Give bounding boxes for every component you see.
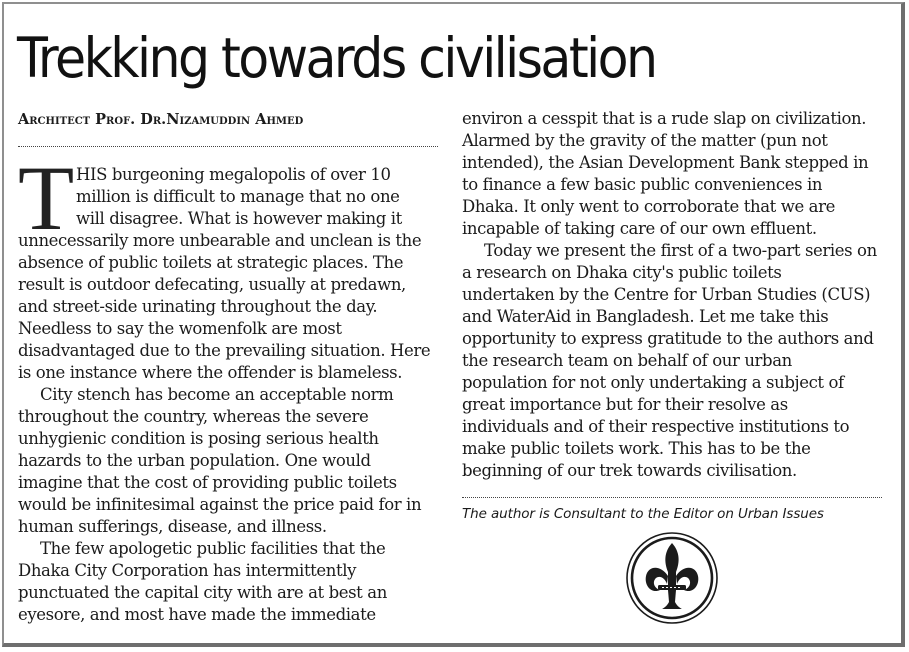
text-line: undertaken by the Centre for Urban Studies (CUS) [462,285,871,304]
text-line: a research on Dhaka city's public toilets [462,263,782,282]
text-line: Dhaka City Corporation has intermittently [18,561,357,580]
text-line: would be infinitesimal against the price paid for in [18,495,422,514]
paragraph-3-continued [462,108,892,240]
text-line: unhygienic condition is posing serious health [18,429,379,448]
paragraph-2 [18,384,443,538]
text-line: Dhaka. It only went to corroborate that we are [462,197,835,216]
paragraph-1 [18,147,443,384]
fleur-de-lis-emblem-icon [624,530,720,626]
text-line: The few apologetic public facilities that the [40,539,386,558]
text-line: the research team on behalf of our urban [462,351,792,370]
byline: Architect Prof. Dr.Nizamuddin Ahmed [18,111,304,128]
drop-cap: T [18,147,74,249]
text-line: imagine that the cost of providing public toilets [18,473,397,492]
text-line: opportunity to express gratitude to the authors and [462,329,874,348]
text-line: beginning of our trek towards civilisation. [462,461,797,480]
author-footnote: The author is Consultant to the Editor on Urban Issues [462,506,824,522]
text-line: unnecessarily more unbearable and unclean is the [18,231,422,250]
headline: Trekking towards civilisation [17,26,656,90]
text-line: City stench has become an acceptable norm [40,385,394,404]
text-line: population for not only undertaking a subject of [462,373,844,392]
paragraph-3-start [18,538,443,626]
text-line: HIS burgeoning megalopolis of over 10 [76,165,391,184]
column-right [462,108,892,482]
text-line: result is outdoor defecating, usually at predawn, [18,275,406,294]
text-line: eyesore, and most have made the immediate [18,605,376,624]
text-line: make public toilets work. This has to be the [462,439,811,458]
paragraph-4 [462,240,892,482]
text-line: great importance but for their resolve as [462,395,788,414]
text-line: Today we present the first of a two-part series on [484,241,877,260]
text-line: and WaterAid in Bangladesh. Let me take this [462,307,829,326]
text-line: intended), the Asian Development Bank stepped in [462,153,869,172]
text-line: throughout the country, whereas the severe [18,407,369,426]
text-line: incapable of taking care of our own effluent. [462,219,817,238]
text-line: absence of public toilets at strategic places. The [18,253,404,272]
text-line: Needless to say the womenfolk are most [18,319,342,338]
text-line: environ a cesspit that is a rude slap on civilization. [462,109,867,128]
text-line: is one instance where the offender is blameless. [18,363,403,382]
text-line: human sufferings, disease, and illness. [18,517,327,536]
text-line: Alarmed by the gravity of the matter (pun not [462,131,828,150]
text-line: hazards to the urban population. One would [18,451,371,470]
byline-divider [18,146,438,147]
text-line: disadvantaged due to the prevailing situation. Here [18,341,431,360]
text-line: and street-side urinating throughout the day. [18,297,378,316]
column-left [18,147,443,626]
text-line: will disagree. What is however making it [76,209,402,228]
footnote-divider [462,497,882,498]
text-line: to finance a few basic public conveniences in [462,175,823,194]
text-line: individuals and of their respective institutions to [462,417,850,436]
text-line: million is difficult to manage that no one [76,187,400,206]
text-line: punctuated the capital city with are at best an [18,583,387,602]
